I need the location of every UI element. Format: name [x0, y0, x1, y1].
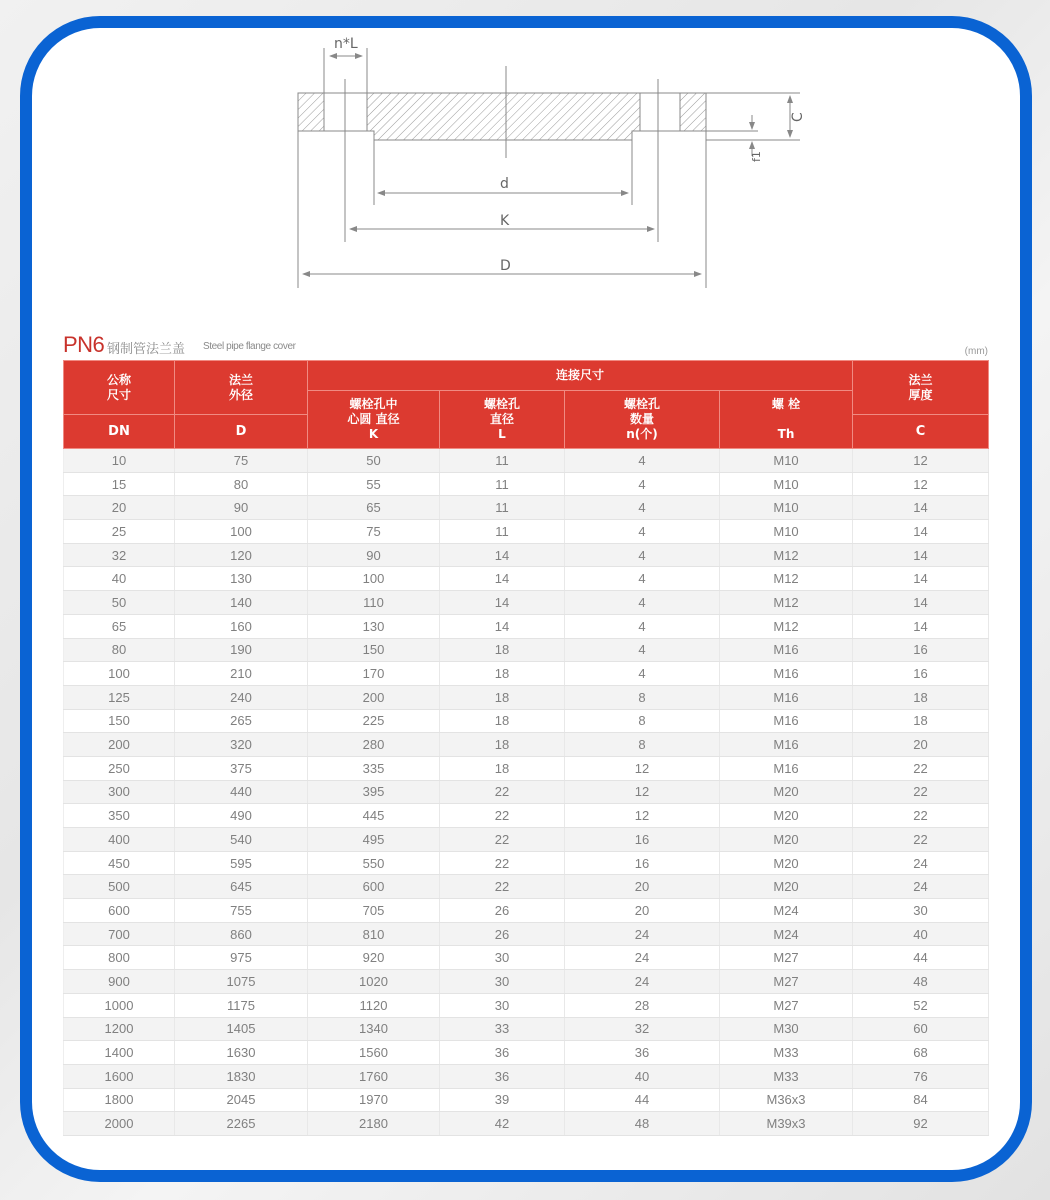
- flange-right-edge: [680, 93, 706, 131]
- cell-n: 4: [565, 520, 720, 544]
- cell-l: 30: [440, 993, 565, 1017]
- cell-dn: 500: [64, 875, 175, 899]
- header-line: [722, 412, 850, 427]
- cell-d: 860: [175, 922, 308, 946]
- cell-c: 22: [853, 780, 989, 804]
- cell-th: M12: [720, 543, 853, 567]
- cell-n: 44: [565, 1088, 720, 1112]
- cell-dn: 125: [64, 685, 175, 709]
- cell-k: 1020: [308, 970, 440, 994]
- cell-c: 14: [853, 543, 989, 567]
- cell-k: 920: [308, 946, 440, 970]
- cell-d: 130: [175, 567, 308, 591]
- cell-d: 80: [175, 472, 308, 496]
- cell-c: 68: [853, 1041, 989, 1065]
- label-bolt-circle: K: [500, 213, 510, 229]
- cell-l: 42: [440, 1112, 565, 1136]
- header-line: 直径: [489, 412, 514, 426]
- flange-drawing: [0, 0, 1050, 310]
- cell-l: 11: [440, 520, 565, 544]
- flange-body: [367, 93, 640, 140]
- cell-n: 16: [565, 828, 720, 852]
- cell-l: 36: [440, 1064, 565, 1088]
- cell-c: 60: [853, 1017, 989, 1041]
- cell-n: 4: [565, 567, 720, 591]
- cell-th: M20: [720, 804, 853, 828]
- flange-cross-section: [0, 0, 1050, 310]
- cell-k: 550: [308, 851, 440, 875]
- label-raised-face: f1: [750, 151, 763, 162]
- cell-d: 1830: [175, 1064, 308, 1088]
- cell-k: 1970: [308, 1088, 440, 1112]
- cell-dn: 700: [64, 922, 175, 946]
- cell-n: 28: [565, 993, 720, 1017]
- table-body: [64, 449, 989, 1136]
- cell-k: 1560: [308, 1041, 440, 1065]
- cell-k: 150: [308, 638, 440, 662]
- title-chinese: 钢制管法兰盖: [107, 342, 186, 357]
- table-row: [64, 1017, 989, 1041]
- header-line: 公称: [106, 372, 131, 387]
- cell-n: 4: [565, 614, 720, 638]
- cell-dn: 1800: [64, 1088, 175, 1112]
- cell-c: 16: [853, 638, 989, 662]
- table-row: [64, 1064, 989, 1088]
- cell-th: M33: [720, 1064, 853, 1088]
- cell-l: 11: [440, 449, 565, 473]
- cell-d: 1630: [175, 1041, 308, 1065]
- cell-n: 4: [565, 449, 720, 473]
- cell-th: M20: [720, 780, 853, 804]
- cell-l: 33: [440, 1017, 565, 1041]
- table-row: [64, 614, 989, 638]
- cell-k: 395: [308, 780, 440, 804]
- cell-th: M12: [720, 591, 853, 615]
- cell-d: 120: [175, 543, 308, 567]
- cell-l: 18: [440, 685, 565, 709]
- cell-l: 30: [440, 970, 565, 994]
- cell-th: M27: [720, 970, 853, 994]
- cell-n: 4: [565, 662, 720, 686]
- cell-th: M36x3: [720, 1088, 853, 1112]
- cell-c: 18: [853, 685, 989, 709]
- cell-k: 280: [308, 733, 440, 757]
- cell-d: 265: [175, 709, 308, 733]
- cell-n: 4: [565, 472, 720, 496]
- cell-th: M12: [720, 614, 853, 638]
- header-dn-code: DN: [64, 415, 175, 449]
- cell-n: 4: [565, 496, 720, 520]
- header-line: 螺栓孔: [623, 397, 660, 411]
- cell-k: 445: [308, 804, 440, 828]
- cell-dn: 15: [64, 472, 175, 496]
- table-row: [64, 638, 989, 662]
- cell-k: 200: [308, 685, 440, 709]
- table-row: [64, 1041, 989, 1065]
- cell-dn: 65: [64, 614, 175, 638]
- label-bolt-hole: n*L: [334, 36, 358, 52]
- cell-dn: 800: [64, 946, 175, 970]
- table-row: [64, 780, 989, 804]
- cell-dn: 32: [64, 543, 175, 567]
- cell-d: 75: [175, 449, 308, 473]
- table-row: [64, 899, 989, 923]
- header-nominal-size: [64, 361, 175, 415]
- cell-c: 22: [853, 828, 989, 852]
- table-row: [64, 472, 989, 496]
- cell-l: 14: [440, 591, 565, 615]
- table-row: [64, 1088, 989, 1112]
- header-line: 心圆 直径: [347, 412, 400, 426]
- cell-c: 24: [853, 875, 989, 899]
- cell-dn: 1600: [64, 1064, 175, 1088]
- cell-k: 65: [308, 496, 440, 520]
- cell-dn: 1000: [64, 993, 175, 1017]
- table-row: [64, 756, 989, 780]
- table-row: [64, 733, 989, 757]
- header-bolt-circle: [308, 391, 440, 449]
- cell-d: 490: [175, 804, 308, 828]
- cell-l: 14: [440, 614, 565, 638]
- cell-n: 8: [565, 709, 720, 733]
- cell-c: 12: [853, 472, 989, 496]
- cell-th: M16: [720, 662, 853, 686]
- header-d-code: D: [175, 415, 308, 449]
- cell-c: 22: [853, 804, 989, 828]
- cell-l: 22: [440, 875, 565, 899]
- header-c-code: C: [853, 415, 989, 449]
- cell-th: M27: [720, 946, 853, 970]
- cell-d: 90: [175, 496, 308, 520]
- cell-dn: 20: [64, 496, 175, 520]
- cell-dn: 900: [64, 970, 175, 994]
- header-connection-group: 连接尺寸: [308, 361, 853, 391]
- cell-th: M24: [720, 922, 853, 946]
- cell-d: 2265: [175, 1112, 308, 1136]
- table-row: [64, 1112, 989, 1136]
- cell-c: 24: [853, 851, 989, 875]
- cell-dn: 100: [64, 662, 175, 686]
- cell-d: 240: [175, 685, 308, 709]
- cell-c: 14: [853, 567, 989, 591]
- cell-c: 18: [853, 709, 989, 733]
- cell-c: 14: [853, 591, 989, 615]
- header-line: L: [498, 427, 506, 441]
- cell-k: 130: [308, 614, 440, 638]
- cell-dn: 2000: [64, 1112, 175, 1136]
- cell-n: 36: [565, 1041, 720, 1065]
- cell-th: M27: [720, 993, 853, 1017]
- cell-n: 4: [565, 543, 720, 567]
- cell-d: 1075: [175, 970, 308, 994]
- cell-c: 40: [853, 922, 989, 946]
- cell-l: 22: [440, 804, 565, 828]
- cell-n: 8: [565, 685, 720, 709]
- header-line: 数量: [629, 412, 654, 426]
- cell-k: 810: [308, 922, 440, 946]
- cell-th: M10: [720, 496, 853, 520]
- cell-c: 16: [853, 662, 989, 686]
- cell-dn: 200: [64, 733, 175, 757]
- cell-th: M16: [720, 638, 853, 662]
- table-row: [64, 709, 989, 733]
- cell-n: 40: [565, 1064, 720, 1088]
- header-line: 螺栓孔中: [349, 397, 398, 411]
- header-flange-od: [175, 361, 308, 415]
- cell-l: 18: [440, 709, 565, 733]
- cell-th: M10: [720, 472, 853, 496]
- table-row: [64, 662, 989, 686]
- cell-l: 11: [440, 472, 565, 496]
- table-row: [64, 851, 989, 875]
- cell-d: 1405: [175, 1017, 308, 1041]
- cell-n: 24: [565, 946, 720, 970]
- cell-d: 100: [175, 520, 308, 544]
- table-row: [64, 685, 989, 709]
- cell-l: 11: [440, 496, 565, 520]
- table-row: [64, 449, 989, 473]
- cell-k: 705: [308, 899, 440, 923]
- header-line: 外径: [228, 387, 253, 402]
- table-row: [64, 804, 989, 828]
- cell-th: M10: [720, 520, 853, 544]
- cell-n: 24: [565, 922, 720, 946]
- header-line: 尺寸: [106, 387, 131, 402]
- cell-n: 20: [565, 899, 720, 923]
- cell-d: 755: [175, 899, 308, 923]
- cell-k: 50: [308, 449, 440, 473]
- cell-l: 36: [440, 1041, 565, 1065]
- table-row: [64, 496, 989, 520]
- cell-l: 18: [440, 756, 565, 780]
- cell-d: 2045: [175, 1088, 308, 1112]
- table-title: [63, 332, 988, 358]
- cell-d: 975: [175, 946, 308, 970]
- cell-dn: 50: [64, 591, 175, 615]
- cell-n: 16: [565, 851, 720, 875]
- header-line: K: [368, 427, 379, 441]
- cell-th: M16: [720, 733, 853, 757]
- cell-c: 12: [853, 449, 989, 473]
- cell-d: 190: [175, 638, 308, 662]
- cell-k: 2180: [308, 1112, 440, 1136]
- table-row: [64, 922, 989, 946]
- cell-d: 1175: [175, 993, 308, 1017]
- cell-th: M10: [720, 449, 853, 473]
- cell-dn: 150: [64, 709, 175, 733]
- table-row: [64, 946, 989, 970]
- cell-th: M16: [720, 685, 853, 709]
- cell-d: 160: [175, 614, 308, 638]
- cell-th: M20: [720, 851, 853, 875]
- pressure-class: PN6: [63, 332, 105, 357]
- cell-th: M24: [720, 899, 853, 923]
- cell-k: 1760: [308, 1064, 440, 1088]
- cell-n: 24: [565, 970, 720, 994]
- cell-th: M20: [720, 828, 853, 852]
- cell-th: M12: [720, 567, 853, 591]
- cell-dn: 400: [64, 828, 175, 852]
- cell-l: 26: [440, 899, 565, 923]
- cell-n: 12: [565, 780, 720, 804]
- cell-d: 210: [175, 662, 308, 686]
- cell-th: M20: [720, 875, 853, 899]
- label-thickness: C: [790, 112, 806, 122]
- cell-k: 90: [308, 543, 440, 567]
- header-bolt-hole-count: [565, 391, 720, 449]
- table-row: [64, 543, 989, 567]
- cell-k: 110: [308, 591, 440, 615]
- cell-n: 20: [565, 875, 720, 899]
- header-line: Th: [777, 427, 795, 441]
- cell-k: 1340: [308, 1017, 440, 1041]
- table-row: [64, 828, 989, 852]
- cell-l: 14: [440, 543, 565, 567]
- flange-spec-table: [63, 360, 989, 1136]
- cell-c: 92: [853, 1112, 989, 1136]
- cell-c: 76: [853, 1064, 989, 1088]
- cell-n: 48: [565, 1112, 720, 1136]
- cell-l: 18: [440, 662, 565, 686]
- cell-l: 30: [440, 946, 565, 970]
- cell-dn: 350: [64, 804, 175, 828]
- cell-k: 55: [308, 472, 440, 496]
- label-outer-diameter: D: [500, 258, 511, 274]
- cell-th: M33: [720, 1041, 853, 1065]
- cell-d: 440: [175, 780, 308, 804]
- cell-c: 44: [853, 946, 989, 970]
- cell-n: 4: [565, 638, 720, 662]
- cell-k: 75: [308, 520, 440, 544]
- cell-c: 48: [853, 970, 989, 994]
- cell-th: M30: [720, 1017, 853, 1041]
- cell-k: 1120: [308, 993, 440, 1017]
- cell-dn: 1200: [64, 1017, 175, 1041]
- cell-n: 4: [565, 591, 720, 615]
- cell-d: 375: [175, 756, 308, 780]
- cell-k: 600: [308, 875, 440, 899]
- cell-c: 30: [853, 899, 989, 923]
- cell-k: 495: [308, 828, 440, 852]
- title-english: Steel pipe flange cover: [203, 341, 296, 352]
- cell-dn: 40: [64, 567, 175, 591]
- cell-n: 12: [565, 804, 720, 828]
- cell-l: 22: [440, 780, 565, 804]
- cell-l: 18: [440, 733, 565, 757]
- cell-k: 170: [308, 662, 440, 686]
- cell-dn: 80: [64, 638, 175, 662]
- cell-k: 100: [308, 567, 440, 591]
- cell-th: M16: [720, 756, 853, 780]
- cell-c: 14: [853, 520, 989, 544]
- cell-c: 22: [853, 756, 989, 780]
- cell-d: 140: [175, 591, 308, 615]
- cell-c: 84: [853, 1088, 989, 1112]
- cell-dn: 600: [64, 899, 175, 923]
- cell-d: 595: [175, 851, 308, 875]
- cell-dn: 25: [64, 520, 175, 544]
- cell-l: 14: [440, 567, 565, 591]
- header-flange-thickness: [853, 361, 989, 415]
- cell-l: 22: [440, 828, 565, 852]
- cell-d: 645: [175, 875, 308, 899]
- header-bolt-hole-dia: [440, 391, 565, 449]
- header-line: 螺栓孔: [483, 397, 520, 411]
- table-row: [64, 591, 989, 615]
- table-row: [64, 993, 989, 1017]
- header-line: n(个): [626, 427, 658, 441]
- table-row: [64, 970, 989, 994]
- cell-c: 52: [853, 993, 989, 1017]
- flange-left-edge: [298, 93, 324, 131]
- header-line: 厚度: [908, 387, 933, 402]
- cell-dn: 1400: [64, 1041, 175, 1065]
- cell-n: 32: [565, 1017, 720, 1041]
- cell-l: 22: [440, 851, 565, 875]
- cell-d: 540: [175, 828, 308, 852]
- cell-l: 18: [440, 638, 565, 662]
- cell-n: 8: [565, 733, 720, 757]
- table-row: [64, 875, 989, 899]
- cell-l: 39: [440, 1088, 565, 1112]
- cell-c: 14: [853, 496, 989, 520]
- cell-n: 12: [565, 756, 720, 780]
- table-row: [64, 567, 989, 591]
- label-inner-diameter: d: [500, 176, 509, 192]
- unit-label: (mm): [964, 346, 988, 357]
- cell-dn: 250: [64, 756, 175, 780]
- cell-dn: 10: [64, 449, 175, 473]
- cell-k: 225: [308, 709, 440, 733]
- header-bolt: [720, 391, 853, 449]
- cell-th: M16: [720, 709, 853, 733]
- cell-c: 14: [853, 614, 989, 638]
- cell-c: 20: [853, 733, 989, 757]
- cell-th: M39x3: [720, 1112, 853, 1136]
- cell-dn: 450: [64, 851, 175, 875]
- cell-k: 335: [308, 756, 440, 780]
- cell-dn: 300: [64, 780, 175, 804]
- cell-d: 320: [175, 733, 308, 757]
- header-line: 法兰: [228, 372, 253, 387]
- cell-l: 26: [440, 922, 565, 946]
- table-row: [64, 520, 989, 544]
- header-line: 法兰: [908, 372, 933, 387]
- header-line: 螺 栓: [771, 397, 801, 411]
